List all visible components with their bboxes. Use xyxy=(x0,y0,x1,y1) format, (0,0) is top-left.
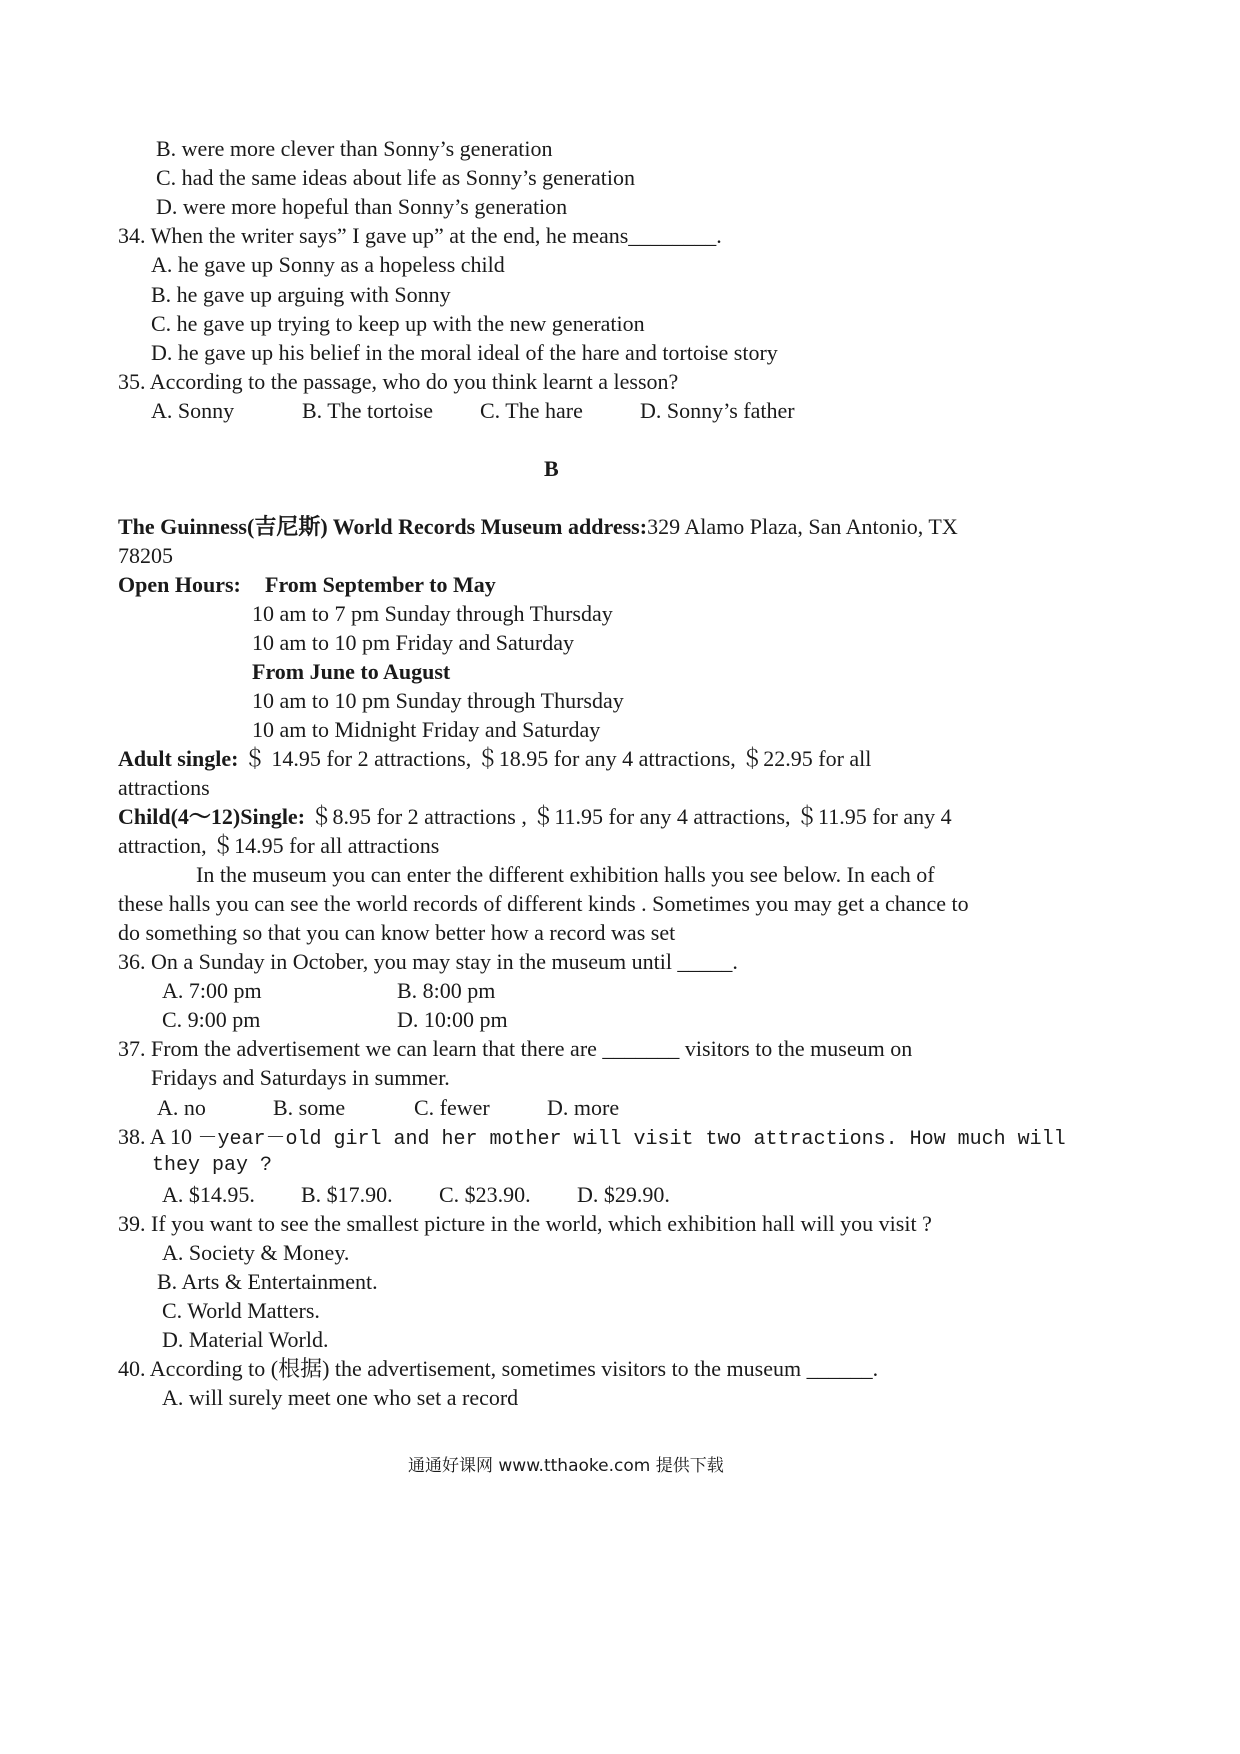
child-price-line xyxy=(118,803,952,831)
q35-option-a: A. Sonny xyxy=(151,398,235,423)
q38-stem-text: －year－old girl and her mother will visit two attractions. How much will xyxy=(197,1128,1066,1151)
q34-option-a: A. he gave up Sonny as a hopeless child xyxy=(151,252,505,277)
q37-stem: 37. From the advertisement we can learn that there are _______ visitors to the museum on xyxy=(118,1036,913,1061)
season1-hours-1: 10 am to 7 pm Sunday through Thursday xyxy=(252,601,613,626)
adult-price-line xyxy=(118,745,871,773)
season1-heading: From September to May xyxy=(265,572,496,597)
museum-address-line xyxy=(118,513,958,541)
q34-stem: 34. When the writer says” I gave up” at the end, he means________. xyxy=(118,223,722,248)
open-hours-label: Open Hours: xyxy=(118,572,241,597)
q34-option-b: B. he gave up arguing with Sonny xyxy=(151,282,451,307)
q35-option-c: C. The hare xyxy=(480,398,583,423)
q38-option-c: C. $23.90. xyxy=(439,1182,531,1207)
q38-stem xyxy=(118,1123,1066,1154)
adult-label: Adult single: xyxy=(118,746,239,771)
q37-option-a: A. no xyxy=(157,1095,206,1120)
q36-option-a: A. 7:00 pm xyxy=(162,978,262,1003)
museum-zip: 78205 xyxy=(118,543,173,568)
q40-stem: 40. According to (根据) the advertisement, sometimes visitors to the museum ______. xyxy=(118,1356,879,1381)
q39-option-a: A. Society & Money. xyxy=(162,1240,350,1265)
q33-option-b: B. were more clever than Sonny’s generation xyxy=(156,136,553,161)
section-heading: B xyxy=(544,456,559,481)
page-footer: 通通好课网 www.tthaoke.com 提供下载 xyxy=(408,1456,724,1476)
q40-option-a: A. will surely meet one who set a record xyxy=(162,1385,519,1410)
museum-name-label: The Guinness(吉尼斯) World Records Museum address: xyxy=(118,514,648,539)
q39-option-d: D. Material World. xyxy=(162,1327,329,1352)
adult-prices-cont: attractions xyxy=(118,775,210,800)
q38-number: 38. A 10 xyxy=(118,1124,192,1149)
q36-option-d: D. 10:00 pm xyxy=(397,1007,508,1032)
q33-option-c: C. had the same ideas about life as Sonny’s generation xyxy=(156,165,635,190)
season2-hours-2: 10 am to Midnight Friday and Saturday xyxy=(252,717,601,742)
season2-heading: From June to August xyxy=(252,659,451,684)
q35-option-b: B. The tortoise xyxy=(302,398,433,423)
q39-option-b: B. Arts & Entertainment. xyxy=(157,1269,378,1294)
q35-option-d: D. Sonny’s father xyxy=(640,398,795,423)
q35-stem: 35. According to the passage, who do you think learnt a lesson? xyxy=(118,369,679,394)
ad-paragraph-3: do something so that you can know better how a record was set xyxy=(118,920,676,945)
q34-option-c: C. he gave up trying to keep up with the new generation xyxy=(151,311,645,336)
q36-option-c: C. 9:00 pm xyxy=(162,1007,261,1032)
q39-option-c: C. World Matters. xyxy=(162,1298,320,1323)
q38-stem-cont: they pay ? xyxy=(152,1154,273,1177)
q37-option-d: D. more xyxy=(547,1095,620,1120)
q36-option-b: B. 8:00 pm xyxy=(397,978,496,1003)
adult-prices: ＄ 14.95 for 2 attractions, ＄18.95 for any 4 attractions, ＄22.95 for all xyxy=(243,746,872,771)
q37-stem-cont: Fridays and Saturdays in summer. xyxy=(151,1065,450,1090)
child-prices-cont: attraction, ＄14.95 for all attractions xyxy=(118,833,440,858)
museum-address: 329 Alamo Plaza, San Antonio, TX xyxy=(647,514,958,539)
q34-option-d: D. he gave up his belief in the moral ideal of the hare and tortoise story xyxy=(151,340,778,365)
ad-paragraph-2: these halls you can see the world records of different kinds . Sometimes you may get a chance to xyxy=(118,891,969,916)
ad-paragraph-1: In the museum you can enter the different exhibition halls you see below. In each of xyxy=(196,862,935,887)
child-prices: ＄8.95 for 2 attractions , ＄11.95 for any 4 attractions, ＄11.95 for any 4 xyxy=(310,804,952,829)
child-label: Child(4～12)Single: xyxy=(118,804,306,829)
q37-option-c: C. fewer xyxy=(414,1095,490,1120)
q37-option-b: B. some xyxy=(273,1095,346,1120)
q38-option-a: A. $14.95. xyxy=(162,1182,255,1207)
q33-option-d: D. were more hopeful than Sonny’s generation xyxy=(156,194,568,219)
q39-stem: 39. If you want to see the smallest picture in the world, which exhibition hall will you visit ? xyxy=(118,1211,932,1236)
season1-hours-2: 10 am to 10 pm Friday and Saturday xyxy=(252,630,575,655)
q36-stem: 36. On a Sunday in October, you may stay in the museum until _____. xyxy=(118,949,738,974)
season2-hours-1: 10 am to 10 pm Sunday through Thursday xyxy=(252,688,624,713)
q38-option-b: B. $17.90. xyxy=(301,1182,393,1207)
q38-option-d: D. $29.90. xyxy=(577,1182,670,1207)
